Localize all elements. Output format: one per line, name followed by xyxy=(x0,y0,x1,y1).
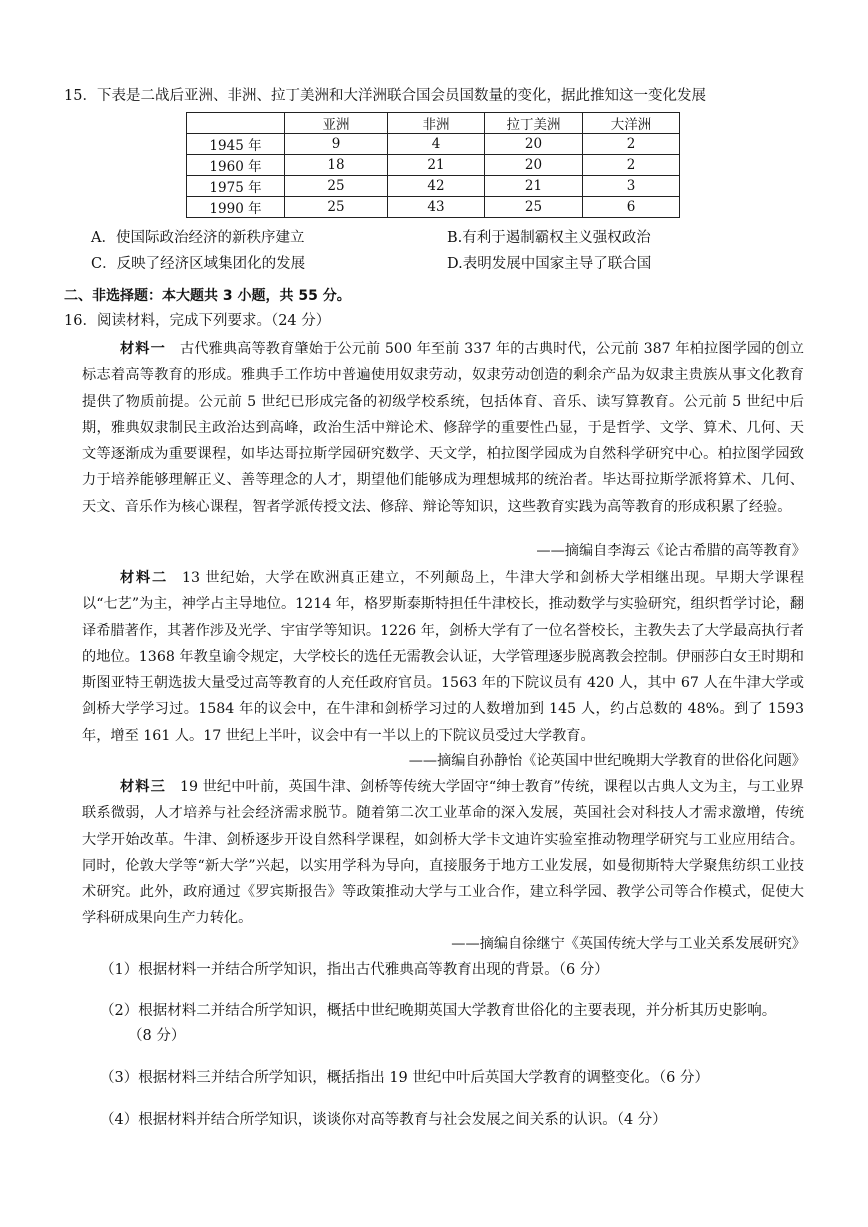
material-3-source: ——摘编自徐继宁《英国传统大学与工业关系发展研究》 xyxy=(451,936,806,952)
table-cell: 9 xyxy=(285,134,388,155)
table-cell: 1945 年 xyxy=(187,134,285,155)
table-cell: 3 xyxy=(583,176,680,197)
un-members-table xyxy=(186,112,680,218)
material-3-label: 材料三 xyxy=(120,779,166,795)
table-header-cell xyxy=(187,113,285,134)
option-c[interactable]: C．反映了经济区域集团化的发展 xyxy=(91,256,306,272)
material-1 xyxy=(82,336,804,520)
table-cell: 43 xyxy=(388,197,485,218)
table-cell: 4 xyxy=(388,134,485,155)
table-cell: 1975 年 xyxy=(187,176,285,197)
table-cell: 21 xyxy=(388,155,485,176)
sub-question-1: （1）根据材料一并结合所学知识，指出古代雅典高等教育出现的背景。（6 分） xyxy=(100,962,609,978)
table-cell: 21 xyxy=(485,176,583,197)
table-row xyxy=(187,197,680,218)
table-cell: 18 xyxy=(285,155,388,176)
table-cell: 2 xyxy=(583,155,680,176)
section-title: 二、非选择题：本大题共 3 小题，共 55 分。 xyxy=(64,288,351,304)
table-cell: 2 xyxy=(583,134,680,155)
table-header-cell: 大洋洲 xyxy=(583,113,680,134)
sub-question-2: （2）根据材料二并结合所学知识，概括中世纪晚期英国大学教育世俗化的主要表现，并分析其历史影响。 xyxy=(100,1003,777,1019)
material-2-source: ——摘编自孙静怡《论英国中世纪晚期大学教育的世俗化问题》 xyxy=(408,753,806,769)
table-cell: 25 xyxy=(285,197,388,218)
sub-question-4: （4）根据材料并结合所学知识，谈谈你对高等教育与社会发展之间关系的认识。（4 分） xyxy=(100,1112,667,1128)
question-15-stem: 15．下表是二战后亚洲、非洲、拉丁美洲和大洋洲联合国会员国数量的变化，据此推知这一变化发展 xyxy=(64,88,706,104)
material-3-text: 19 世纪中叶前，英国牛津、剑桥等传统大学固守“绅士教育”传统，课程以古典人文为主，与工业界联系微弱，人才培养与社会经济需求脱节。随着第二次工业革命的深入发展，英国社会对科技人才需求激增，传统大学开始改革。牛津、剑桥逐步开设自然科学课程，如剑桥大学卡文迪许实验室推动物理学研究与工业应用结合。同时，伦敦大学等“新大学”兴起，以实用学科为导向，直接服务于地方工业发展，如曼彻斯特大学聚焦纺织工业技术研究。此外，政府通过《罗宾斯报告》等政策推动大学与工业合作，建立科学园、教学公司等合作模式，促使大学科研成果向生产力转化。 xyxy=(82,779,804,927)
table-header-cell: 亚洲 xyxy=(285,113,388,134)
table-cell: 25 xyxy=(285,176,388,197)
table-cell: 20 xyxy=(485,134,583,155)
table-row xyxy=(187,176,680,197)
material-2 xyxy=(82,565,804,749)
option-d[interactable]: D.表明发展中国家主导了联合国 xyxy=(447,256,652,272)
table-cell: 6 xyxy=(583,197,680,218)
table-cell: 1990 年 xyxy=(187,197,285,218)
material-1-text: 古代雅典高等教育肇始于公元前 500 年至前 337 年的古典时代，公元前 387 年柏拉图学园的创立标志着高等教育的形成。雅典手工作坊中普遍使用奴隶劳动，奴隶劳动创造的剩余产品为奴隶主贵族从事文化教育提供了物质前提。公元前 5 世纪已形成完备的初级学校系统，包括体育、音乐、读写算教育。公元前 5 世纪中后期，雅典奴隶制民主政治达到高峰，政治生活中辩论术、修辞学的重要性凸显，于是哲学、文学、算术、几何、天文等逐渐成为重要课程，如毕达哥拉斯学园研究数学、天文学，柏拉图学园成为自然科学研究中心。柏拉图学园致力于培养能够理解正义、善等理念的人才，期望他们能够成为理想城邦的统治者。毕达哥拉斯学派将算术、几何、天文、音乐作为核心课程，智者学派传授文法、修辞、辩论等知识，这些教育实践为高等教育的形成积累了经验。 xyxy=(82,341,804,515)
material-3 xyxy=(82,774,804,932)
table-cell: 20 xyxy=(485,155,583,176)
material-1-source: ——摘编自李海云《论古希腊的高等教育》 xyxy=(536,543,806,559)
table-cell: 25 xyxy=(485,197,583,218)
option-a[interactable]: A．使国际政治经济的新秩序建立 xyxy=(91,230,305,246)
sub-question-3: （3）根据材料三并结合所学知识，概括指出 19 世纪中叶后英国大学教育的调整变化。（6 分） xyxy=(100,1070,709,1086)
material-2-text: 13 世纪始，大学在欧洲真正建立，不列颠岛上，牛津大学和剑桥大学相继出现。早期大学课程以“七艺”为主，神学占主导地位。1214 年，格罗斯泰斯特担任牛津校长，推动数学与实验研究，组织哲学讨论，翻译希腊著作，其著作涉及光学、宇宙学等知识。1226 年，剑桥大学有了一位名誉校长，主教失去了大学最高执行者的地位。1368 年教皇谕令规定，大学校长的选任无需教会认证，大学管理逐步脱离教会控制。伊丽莎白女王时期和斯图亚特王朝选拔大量受过高等教育的人充任政府官员。1563 年的下院议员有 420 人，其中 67 人在牛津大学或剑桥大学学习过。1584 年的议会中，在牛津和剑桥学习过的人数增加到 145 人，约占总数的 48%。到了 1593 年，增至 161 人。17 世纪上半叶，议会中有一半以上的下院议员受过大学教育。 xyxy=(82,570,804,744)
table-cell: 42 xyxy=(388,176,485,197)
sub-question-2-score: （8 分） xyxy=(128,1028,186,1044)
table-row xyxy=(187,134,680,155)
table-header-cell: 拉丁美洲 xyxy=(485,113,583,134)
table-row xyxy=(187,155,680,176)
material-1-label: 材料一 xyxy=(120,341,166,357)
table-header-cell: 非洲 xyxy=(388,113,485,134)
material-2-label: 材料二 xyxy=(120,570,168,586)
table-header-row xyxy=(187,113,680,134)
table-cell: 1960 年 xyxy=(187,155,285,176)
question-16-stem: 16．阅读材料，完成下列要求。（24 分） xyxy=(64,313,331,329)
option-b[interactable]: B.有利于遏制霸权主义强权政治 xyxy=(447,230,651,246)
